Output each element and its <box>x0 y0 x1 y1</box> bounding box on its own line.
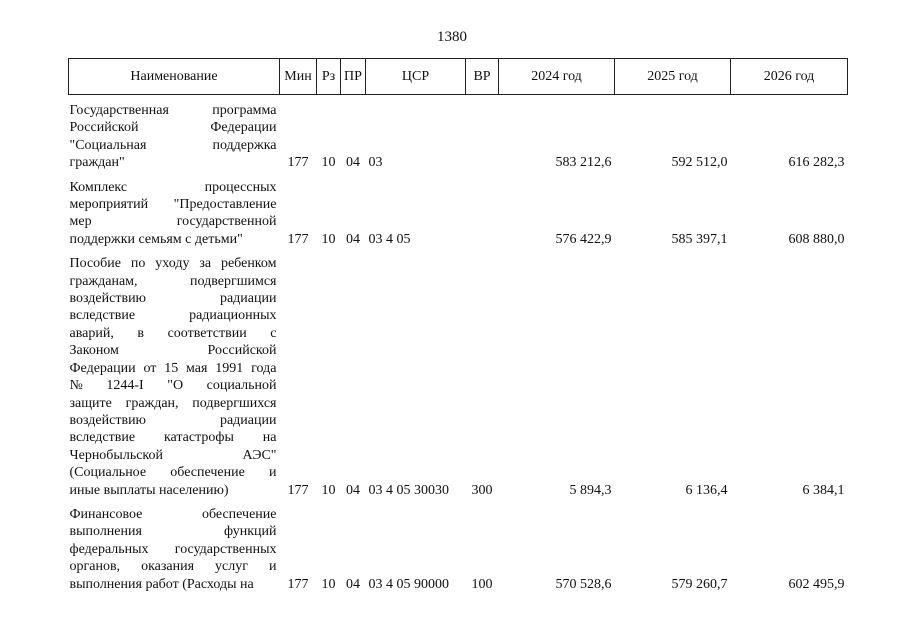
name-word: аварий, <box>69 325 114 341</box>
name-word: АЭС" <box>242 447 277 463</box>
name-line <box>70 290 277 307</box>
name-line <box>70 360 277 377</box>
name-word: Федерации <box>69 360 136 376</box>
cell-2025: 592 512,0 <box>671 155 728 171</box>
table-row <box>69 179 848 256</box>
name-word: подвергшихся <box>192 395 277 411</box>
name-word: Финансовое <box>69 506 143 522</box>
name-line <box>70 137 277 154</box>
name-line <box>70 377 277 394</box>
cell-min: 177 <box>287 231 309 247</box>
cell-pr: 04 <box>346 576 360 592</box>
name-line <box>70 119 277 136</box>
name-line <box>70 102 277 119</box>
name-word: с <box>270 325 277 341</box>
cell-name <box>69 179 280 256</box>
cell-name <box>69 255 280 506</box>
header-2024: 2024 год <box>499 59 615 95</box>
cell-vr <box>466 95 499 179</box>
name-word: обеспечение <box>201 506 277 522</box>
name-word: уходу <box>155 256 190 272</box>
cell-2025: 585 397,1 <box>671 231 728 247</box>
name-word: функций <box>224 524 277 540</box>
cell-rz: 10 <box>321 231 336 247</box>
header-csr: ЦСР <box>366 59 466 95</box>
name-word: мая <box>186 360 208 376</box>
name-word: оказания <box>141 559 195 575</box>
name-word: государственных <box>174 541 277 557</box>
cell-2024: 5 894,3 <box>569 482 612 498</box>
name-word: мер <box>69 214 92 230</box>
name-word: Комплекс <box>69 179 128 195</box>
name-line <box>70 325 277 342</box>
header-2026: 2026 год <box>731 59 848 95</box>
cell-csr: 03 <box>368 155 383 171</box>
name-word: поддержка <box>212 137 277 153</box>
name-word: мероприятий <box>69 197 149 213</box>
cell-vr: 100 <box>471 576 493 592</box>
cell-pr: 04 <box>346 155 360 171</box>
name-word: катастрофы <box>163 430 234 446</box>
cell-vr: 300 <box>471 482 493 498</box>
cell-rz: 10 <box>321 576 336 592</box>
cell-csr: 03 4 05 <box>368 231 411 247</box>
name-line <box>70 213 277 230</box>
cell-2026: 608 880,0 <box>788 231 845 247</box>
name-word: № <box>69 378 83 394</box>
name-word: "О <box>167 378 184 394</box>
name-word: Российской <box>69 120 139 136</box>
name-word: соответствии <box>167 325 247 341</box>
name-word: граждан, <box>125 395 179 411</box>
table-row <box>69 255 848 506</box>
name-word: радиационных <box>189 308 277 324</box>
cell-vr <box>466 179 499 256</box>
name-word: Чернобыльской <box>69 447 164 463</box>
cell-min: 177 <box>287 576 309 592</box>
name-word: Федерации <box>210 120 277 136</box>
name-word: вследствие <box>69 308 136 324</box>
cell-csr: 03 4 05 90000 <box>368 576 449 592</box>
name-word: воздействию <box>69 412 147 428</box>
name-word: услуг <box>215 559 248 575</box>
header-name: Наименование <box>69 59 280 95</box>
cell-2024: 583 212,6 <box>555 155 612 171</box>
name-word: социальной <box>206 378 277 394</box>
name-word: Пособие <box>69 256 122 272</box>
name-line <box>70 412 277 429</box>
name-word: ребенком <box>220 256 277 272</box>
name-line <box>70 506 277 523</box>
name-line <box>70 307 277 324</box>
name-word: процессных <box>204 179 277 195</box>
cell-pr: 04 <box>346 482 360 498</box>
name-line <box>70 255 277 272</box>
name-word: воздействию <box>69 291 147 307</box>
name-line <box>70 558 277 575</box>
name-word: подвергшимся <box>190 273 277 289</box>
name-word: защите <box>69 395 112 411</box>
header-rz: Рз <box>317 59 341 95</box>
cell-min: 177 <box>287 482 309 498</box>
name-word: радиации <box>219 412 277 428</box>
page-number: 1380 <box>437 29 467 45</box>
name-word: в <box>137 325 145 341</box>
name-word: (Социальное <box>69 465 147 481</box>
cell-2026: 616 282,3 <box>788 155 845 171</box>
header-2025: 2025 год <box>615 59 731 95</box>
name-word: государственной <box>176 214 277 230</box>
name-word: на <box>262 430 277 446</box>
cell-name <box>69 506 280 600</box>
name-word: "Социальная <box>69 137 147 153</box>
name-line <box>70 342 277 359</box>
budget-table <box>68 58 848 600</box>
table-body <box>69 95 848 600</box>
cell-2026: 602 495,9 <box>788 576 845 592</box>
cell-name <box>69 95 280 179</box>
name-word: от <box>143 360 157 376</box>
cell-pr: 04 <box>346 231 360 247</box>
name-line <box>70 464 277 481</box>
name-word: Законом <box>69 343 119 359</box>
name-line <box>70 523 277 540</box>
cell-2024: 570 528,6 <box>555 576 612 592</box>
name-word: органов, <box>69 559 121 575</box>
name-word: выполнения <box>69 524 142 540</box>
name-word: федеральных <box>69 541 149 557</box>
name-word: 15 <box>164 360 179 376</box>
cell-min: 177 <box>287 155 309 171</box>
name-word: за <box>199 256 212 272</box>
name-word: года <box>251 360 277 376</box>
name-word: Государственная <box>69 103 169 118</box>
header-pr: ПР <box>341 59 366 95</box>
name-word: по <box>130 256 146 272</box>
name-line <box>70 541 277 558</box>
name-line: выполнения работ (Расходы на <box>69 576 254 592</box>
header-vr: ВР <box>466 59 499 95</box>
name-line: поддержки семьям с детьми" <box>69 231 243 247</box>
name-word: Российской <box>207 343 277 359</box>
name-line <box>70 196 277 213</box>
name-word: программа <box>212 103 277 118</box>
table-row <box>69 95 848 179</box>
name-line <box>70 429 277 446</box>
name-word: обеспечение <box>170 465 245 481</box>
cell-2025: 6 136,4 <box>685 482 728 498</box>
name-word: вследствие <box>69 430 136 446</box>
cell-2025: 579 260,7 <box>671 576 728 592</box>
cell-csr: 03 4 05 30030 <box>368 482 449 498</box>
cell-rz: 10 <box>321 155 336 171</box>
name-line <box>70 447 277 464</box>
table-header-row <box>69 59 848 95</box>
name-word: и <box>269 559 277 575</box>
name-line <box>70 395 277 412</box>
name-word: 1991 <box>215 360 244 376</box>
cell-2026: 6 384,1 <box>802 482 845 498</box>
name-line <box>70 273 277 290</box>
name-line: иные выплаты населению) <box>69 482 229 498</box>
name-word: радиации <box>219 291 277 307</box>
name-word: 1244-I <box>106 378 144 394</box>
name-word: гражданам, <box>69 273 138 289</box>
name-word: "Предоставление <box>173 197 277 213</box>
name-word: и <box>268 465 277 481</box>
table-row <box>69 506 848 600</box>
header-min: Мин <box>280 59 317 95</box>
name-line <box>70 179 277 196</box>
cell-2024: 576 422,9 <box>555 231 612 247</box>
name-line: граждан" <box>69 155 125 171</box>
cell-rz: 10 <box>321 482 336 498</box>
